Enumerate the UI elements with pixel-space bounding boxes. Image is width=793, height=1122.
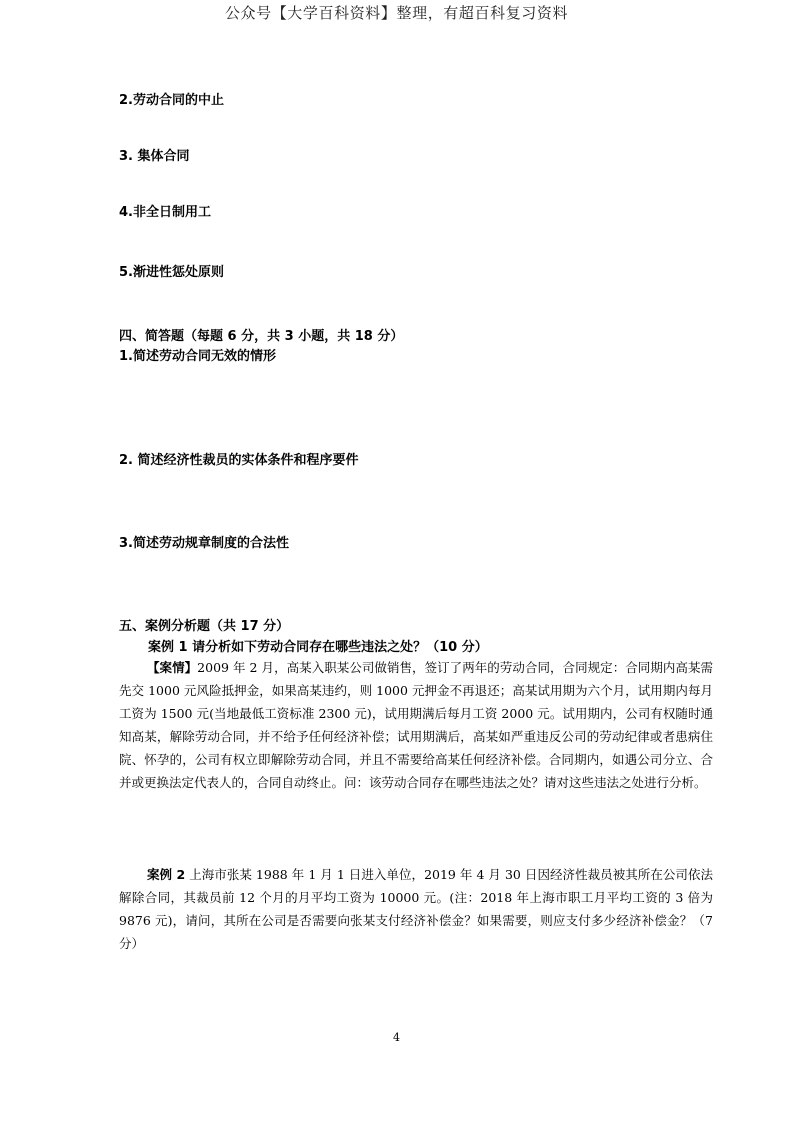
case1-title: 案例 1 请分析如下劳动合同存在哪些违法之处？（10 分） bbox=[148, 640, 488, 655]
section-four-title: 四、简答题（每题 6 分，共 3 小题，共 18 分） bbox=[119, 329, 404, 344]
short-answer-question: 3.简述劳动规章制度的合法性 bbox=[119, 536, 289, 551]
case1-lead: 【案情】 bbox=[147, 660, 198, 675]
term-item: 4.非全日制用工 bbox=[119, 205, 211, 220]
section-five-title: 五、案例分析题（共 17 分） bbox=[119, 619, 290, 634]
term-item: 2.劳动合同的中止 bbox=[119, 93, 224, 108]
term-item: 3. 集体合同 bbox=[119, 149, 190, 164]
page-number: 4 bbox=[393, 1031, 400, 1044]
case1-body: 2009 年 2 月，高某入职某公司做销售，签订了两年的劳动合同，合同规定：合同期内高某需先交 1000 元风险抵押金，如果高某违约，则 1000 元押金不再退还；高某试用期为六个月，试用期内每月工资为 1500 元(当地最低工资标准 2300 元)，试用期满后每月工资 2000 元。试用期内，公司有权随时通知高某，解除劳动合同，并不给予任何经济补偿；试用期满后，高某如严重违反公司的劳动纪律或者患病住院、怀孕的，公司有权立即解除劳动合同，并且不需要给高某任何经济补偿。合同期内，如遇公司分立、合并或更换法定代表人的，合同自动终止。问：该劳动合同存在哪些违法之处？请对这些违法之处进行分析。 bbox=[119, 660, 713, 790]
page-header: 公众号【大学百科资料】整理，有超百科复习资料 bbox=[224, 4, 569, 22]
case1-paragraph bbox=[119, 656, 713, 794]
short-answer-question: 2. 简述经济性裁员的实体条件和程序要件 bbox=[119, 453, 359, 468]
case2-paragraph bbox=[119, 863, 713, 955]
short-answer-question: 1.简述劳动合同无效的情形 bbox=[119, 349, 276, 364]
case2-lead: 案例 2 bbox=[147, 867, 186, 882]
case2-body: 上海市张某 1988 年 1 月 1 日进入单位，2019 年 4 月 30 日因经济性裁员被其所在公司依法解除合同，其裁员前 12 个月的月平均工资为 10000 元。(注：2018 年上海市职工月平均工资的 3 倍为 9876 元)，请问，其所在公司是否需要向张某支付经济补偿金？如果需要，则应支付多少经济补偿金？（7 分） bbox=[119, 867, 713, 951]
term-item: 5.渐进性惩处原则 bbox=[119, 265, 224, 280]
